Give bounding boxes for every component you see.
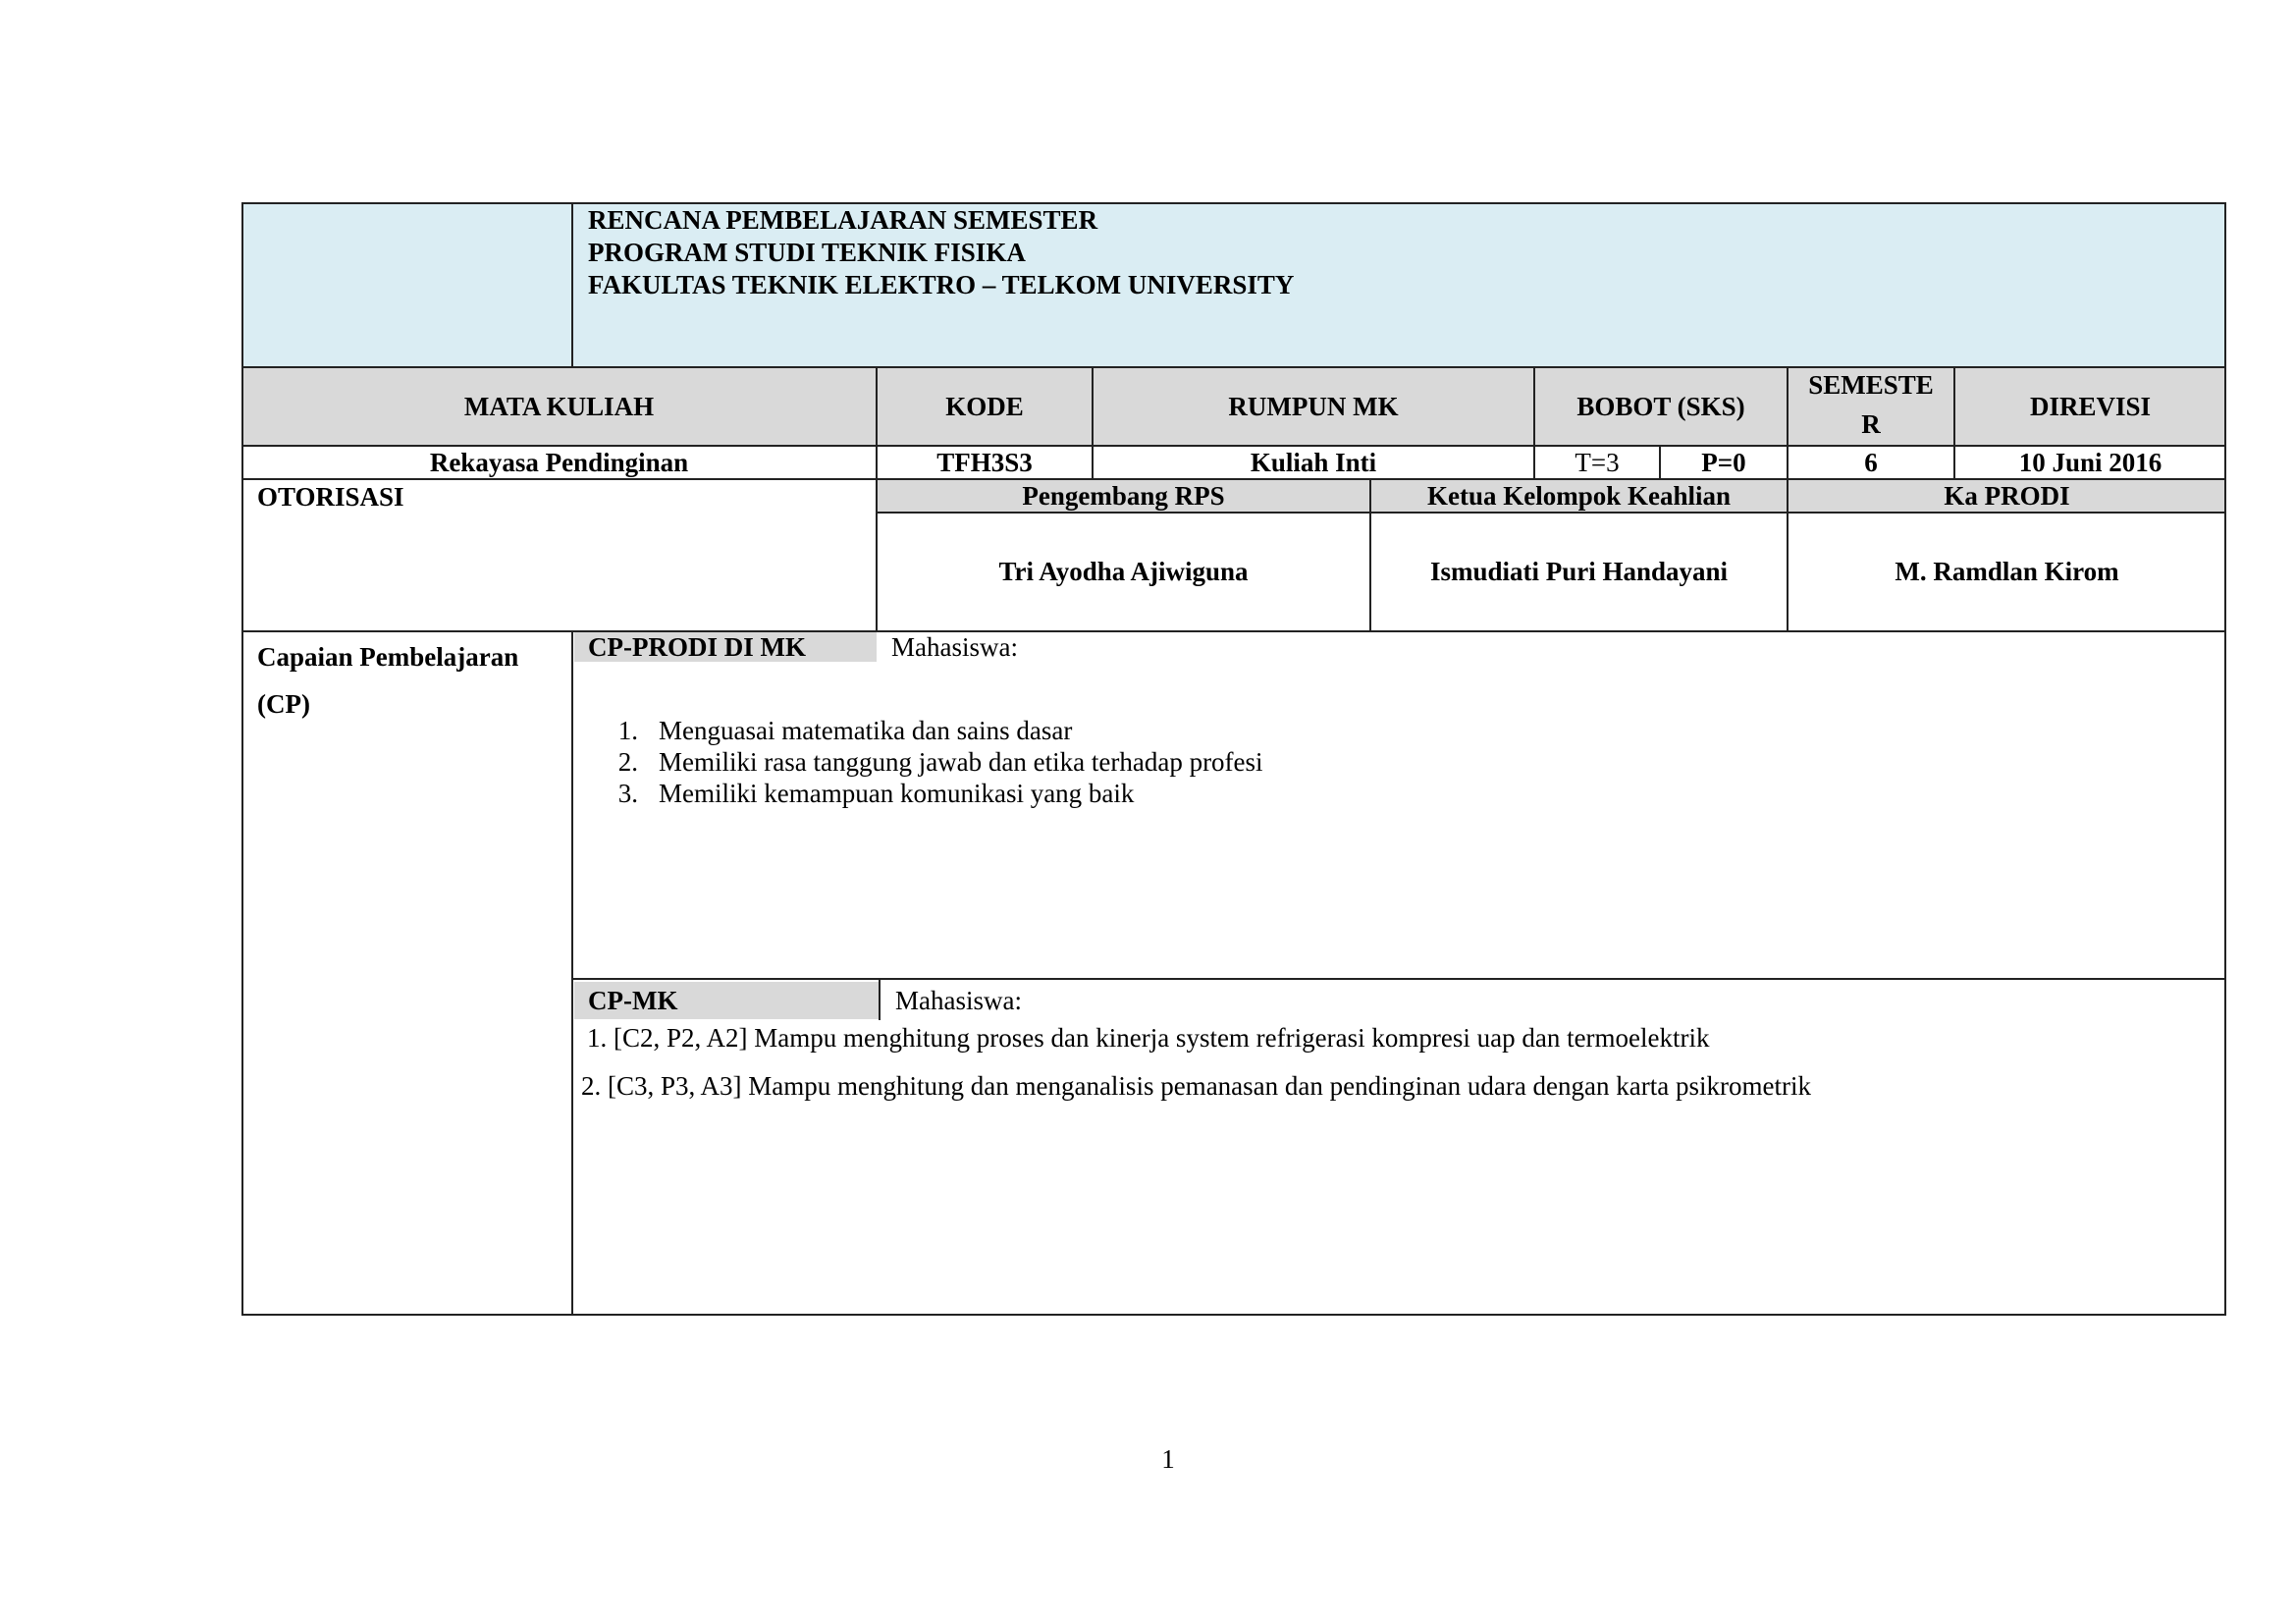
cp-mk-intro: Mahasiswa: [895,986,1022,1015]
cp-prodi-item-text: Memiliki rasa tanggung jawab dan etika terhadap profesi [659,747,1263,777]
otorisasi-header-pengembang: Pengembang RPS [877,479,1370,513]
cp-prodi-item-num: 1. [617,716,638,745]
value-direvisi: 10 Juni 2016 [2018,447,2163,477]
otorisasi-name-kaprodi: M. Ramdlan Kirom [1895,556,2119,586]
divider [571,202,573,367]
header-title-line-2: PROGRAM STUDI TEKNIK FISIKA [588,238,1026,267]
otorisasi-name-kk: Ismudiati Puri Handayani [1429,556,1729,586]
value-rumpun-mk: Kuliah Inti [1250,447,1377,477]
cp-prodi-intro: Mahasiswa: [891,632,1018,662]
divider [1369,479,1371,631]
value-semester: 6 [1864,447,1878,477]
col-header-kode-label: KODE [945,391,1024,421]
cp-mk-item: 2. [C3, P3, A3] Mampu menghitung dan menganalisis pemanasan dan pendinginan udara dengan karta psikrometrik [581,1071,1811,1101]
cp-prodi-item-num: 2. [617,747,638,777]
value-kode: TFH3S3 [936,447,1033,477]
divider [879,979,881,1020]
otorisasi-header-kaprodi: Ka PRODI [1788,479,2226,513]
divider [1787,367,1789,631]
otorisasi-label: OTORISASI [257,482,404,512]
cp-prodi-label: CP-PRODI DI MK [574,632,877,662]
header-title-line-1: RENCANA PEMBELAJARAN SEMESTER [588,205,1098,235]
table-border [241,202,2226,1316]
divider [1659,446,1661,479]
otorisasi-header-kk: Ketua Kelompok Keahlian [1370,479,1788,513]
divider [572,978,2226,980]
cp-prodi-item-text: Menguasai matematika dan sains dasar [659,716,1073,745]
divider [876,367,878,631]
divider [241,630,2226,632]
col-header-rumpun-mk-label: RUMPUN MK [1228,391,1399,421]
cp-label-line2: (CP) [257,689,310,719]
col-header-semester-line2: R [1861,409,1881,439]
divider [241,478,2226,480]
value-bobot-p: P=0 [1701,447,1746,477]
value-mata-kuliah: Rekayasa Pendinginan [429,447,689,477]
col-header-direvisi-label: DIREVISI [2029,391,2152,421]
cp-prodi-item-num: 3. [617,779,638,808]
cp-mk-item: 1. [C2, P2, A2] Mampu menghitung proses dan kinerja system refrigerasi kompresi uap dan termoelektrik [587,1023,1710,1053]
divider [877,512,2226,514]
divider [571,631,573,1316]
cp-label-line1: Capaian Pembelajaran [257,642,519,672]
value-bobot-t: T=3 [1575,447,1620,477]
page-number: 1 [1161,1444,1175,1474]
col-header-bobot-label: BOBOT (SKS) [1576,391,1745,421]
divider [241,366,2226,368]
divider [1533,367,1535,479]
divider [1092,367,1094,479]
cp-mk-label: CP-MK [574,982,881,1019]
col-header-semester-line1: SEMESTE [1808,370,1934,400]
header-title-line-3: FAKULTAS TEKNIK ELEKTRO – TELKOM UNIVERSITY [588,270,1295,299]
otorisasi-name-pengembang: Tri Ayodha Ajiwiguna [998,556,1249,586]
col-header-mata-kuliah-label: MATA KULIAH [463,391,655,421]
divider [1953,367,1955,479]
divider [241,445,2226,447]
cp-prodi-item-text: Memiliki kemampuan komunikasi yang baik [659,779,1135,808]
